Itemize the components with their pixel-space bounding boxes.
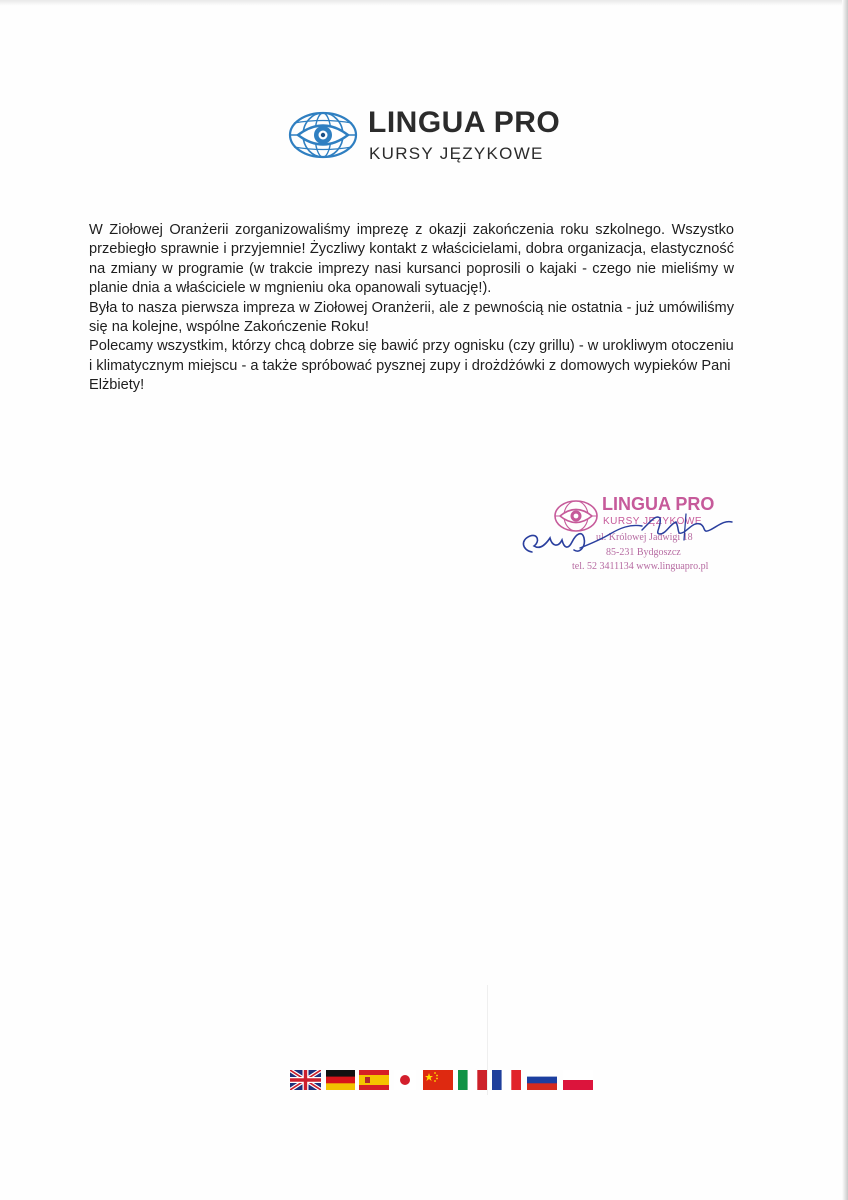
germany-flag-icon <box>326 1070 355 1090</box>
spain-flag-icon <box>359 1070 389 1090</box>
letter-body <box>89 221 734 396</box>
uk-flag-icon <box>290 1070 321 1090</box>
scan-edge-top <box>0 0 848 6</box>
letter-paragraph-3: Polecamy wszystkim, którzy chcą dobrze się bawić przy ognisku (czy grillu) - w urokliwym otoczeniu i klimatycznym miejscu - a także spróbować pysznej zupy i drożdżówki z domowych wypieków Pani Elżbiety! <box>89 338 734 394</box>
italy-flag-icon <box>458 1070 487 1090</box>
brand-name-part2: PRO <box>493 106 561 139</box>
japan-flag-icon <box>394 1070 416 1090</box>
handwritten-signature <box>510 500 750 570</box>
poland-flag-icon <box>563 1070 593 1090</box>
brand-name <box>368 106 560 140</box>
france-flag-icon <box>492 1070 521 1090</box>
language-flags <box>290 1070 595 1092</box>
stamp-address-city: 85-231 Bydgoszcz <box>606 547 681 558</box>
brand-name-part1: LINGUA <box>368 106 485 139</box>
stamp-brand-name: LINGUA PRO <box>602 494 715 514</box>
letter-paragraph-1: W Ziołowej Oranżerii zorganizowaliśmy imprezę z okazji zakończenia roku szkolnego. Wszystko przebiegło sprawnie i przyjemnie! Życzliwy kontakt z właścicielami, dobra organizacja, elastyczność na zmiany w programie (w trakcie imprezy nasi kursanci poprosili o kajaki - czego nie mieliśmy w planie dnia a właściciele w mgnieniu oka opanowali sytuację!). <box>89 222 734 297</box>
stamp-contact: tel. 52 3411134 www.linguapro.pl <box>572 561 709 572</box>
letter-paragraph-2: Była to nasza pierwsza impreza w Ziołowej Oranżerii, ale z pewnością nie ostatnia - już umówiliśmy się na kolejne, wspólne Zakończenie Roku! <box>89 299 734 336</box>
company-logo <box>288 106 608 170</box>
globe-eye-icon <box>288 110 358 160</box>
brand-subtitle: KURSY JĘZYKOWE <box>369 144 544 163</box>
stamp-address-street: ul. Królowej Jadwigi 18 <box>596 532 693 543</box>
china-flag-icon <box>423 1070 453 1090</box>
russia-flag-icon <box>527 1070 557 1090</box>
stamp-subtitle: KURSY JĘZYKOWE <box>603 516 703 527</box>
scan-edge-right <box>842 0 848 1200</box>
